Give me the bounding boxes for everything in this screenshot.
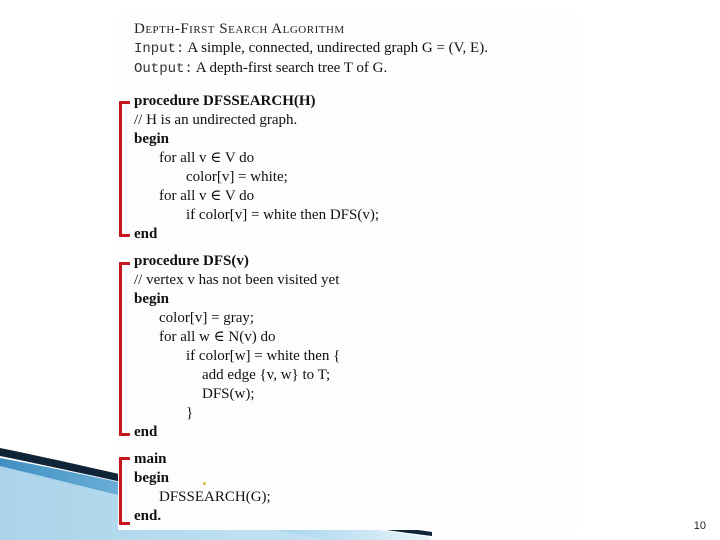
bracket-main (119, 457, 130, 525)
output-line (134, 59, 574, 79)
code-line: color[v] = gray; (159, 310, 255, 326)
algorithm-title: Depth-First Search Algorithm (134, 21, 345, 37)
code-line: for all w ∈ N(v) do (159, 329, 276, 345)
code-line: end (134, 424, 158, 440)
bracket-dfs (119, 262, 130, 436)
code-block-dfssearch (134, 92, 379, 244)
input-text: A simple, connected, undirected graph G = (V, E). (187, 40, 488, 56)
code-line: if color[w] = white then { (186, 348, 341, 364)
page-number: 10 (693, 520, 706, 532)
code-line: if color[v] = white then DFS(v); (186, 207, 380, 223)
output-label: Output: (134, 61, 193, 77)
code-line: end (134, 226, 158, 242)
code-line: begin (134, 291, 170, 307)
code-line: for all v ∈ V do (159, 150, 255, 166)
code-line: begin (134, 470, 170, 486)
code-line: color[v] = white; (186, 169, 288, 185)
scan-speck (203, 482, 206, 485)
code-line: main (134, 451, 167, 467)
code-line: for all v ∈ V do (159, 188, 255, 204)
bracket-dfssearch (119, 101, 130, 237)
code-line: procedure DFSSEARCH(H) (134, 93, 316, 109)
code-line: begin (134, 131, 170, 147)
code-line: // vertex v has not been visited yet (134, 272, 340, 288)
code-line: } (186, 405, 194, 421)
code-line: add edge {v, w} to T; (202, 367, 331, 383)
code-line: end. (134, 508, 162, 524)
input-line (134, 39, 574, 59)
output-text: A depth-first search tree T of G. (195, 60, 388, 76)
code-block-main (134, 450, 271, 526)
code-line: procedure DFS(v) (134, 253, 249, 269)
code-line: DFS(w); (202, 386, 255, 402)
code-line: DFSSEARCH(G); (159, 489, 271, 505)
scanned-page (118, 14, 578, 530)
input-label: Input: (134, 41, 185, 57)
code-line: // H is an undirected graph. (134, 112, 298, 128)
algorithm-header (134, 20, 574, 79)
code-block-dfs (134, 252, 340, 442)
